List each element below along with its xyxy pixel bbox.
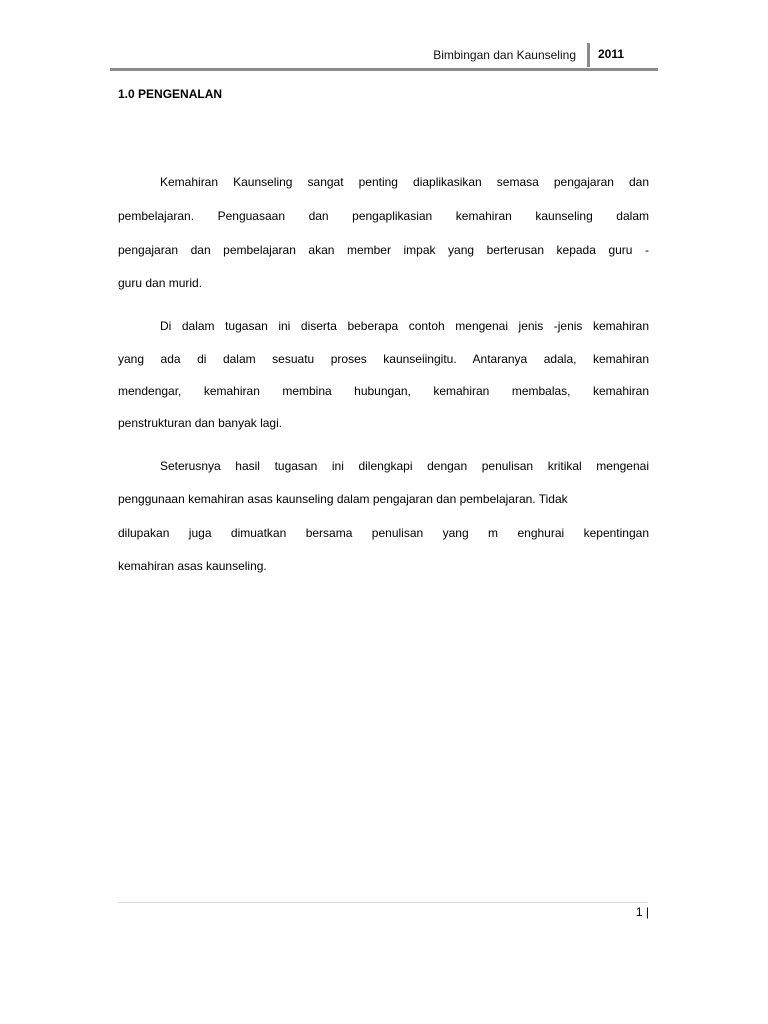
paragraph-line: penstrukturan dan banyak lagi. (118, 416, 283, 430)
paragraph-line: Seterusnya hasil tugasan ini dilengkapi dengan penulisan kritikal mengenai (160, 459, 649, 473)
header-divider (587, 43, 590, 67)
paragraph-line: Kemahiran Kaunseling sangat penting diaplikasikan semasa pengajaran dan (160, 175, 649, 189)
paragraph-line: pembelajaran. Penguasaan dan pengaplikasian kemahiran kaunseling dalam (118, 209, 649, 223)
page-number: 1 | (635, 905, 649, 919)
header-rule (110, 68, 658, 71)
paragraph-line: mendengar, kemahiran membina hubungan, kemahiran membalas, kemahiran (118, 384, 649, 398)
page-header (110, 40, 658, 72)
header-year: 2011 (598, 47, 625, 61)
paragraph-line: Di dalam tugasan ini diserta beberapa contoh mengenai jenis -jenis kemahiran (160, 319, 649, 333)
paragraph-line: kemahiran asas kaunseling. (118, 559, 267, 573)
footer-rule (118, 902, 648, 903)
paragraph-line: yang ada di dalam sesuatu proses kaunseiingitu. Antaranya adala, kemahiran (118, 352, 649, 366)
paragraph-line: pengajaran dan pembelajaran akan member impak yang berterusan kepada guru - (118, 243, 649, 257)
section-heading: 1.0 PENGENALAN (118, 87, 223, 101)
header-title: Bimbingan dan Kaunseling (433, 48, 576, 62)
paragraph-line: penggunaan kemahiran asas kaunseling dalam pengajaran dan pembelajaran. Tidak (118, 492, 568, 506)
paragraph-line: dilupakan juga dimuatkan bersama penulisan yang m enghurai kepentingan (118, 526, 649, 540)
paragraph-line: guru dan murid. (118, 276, 203, 290)
